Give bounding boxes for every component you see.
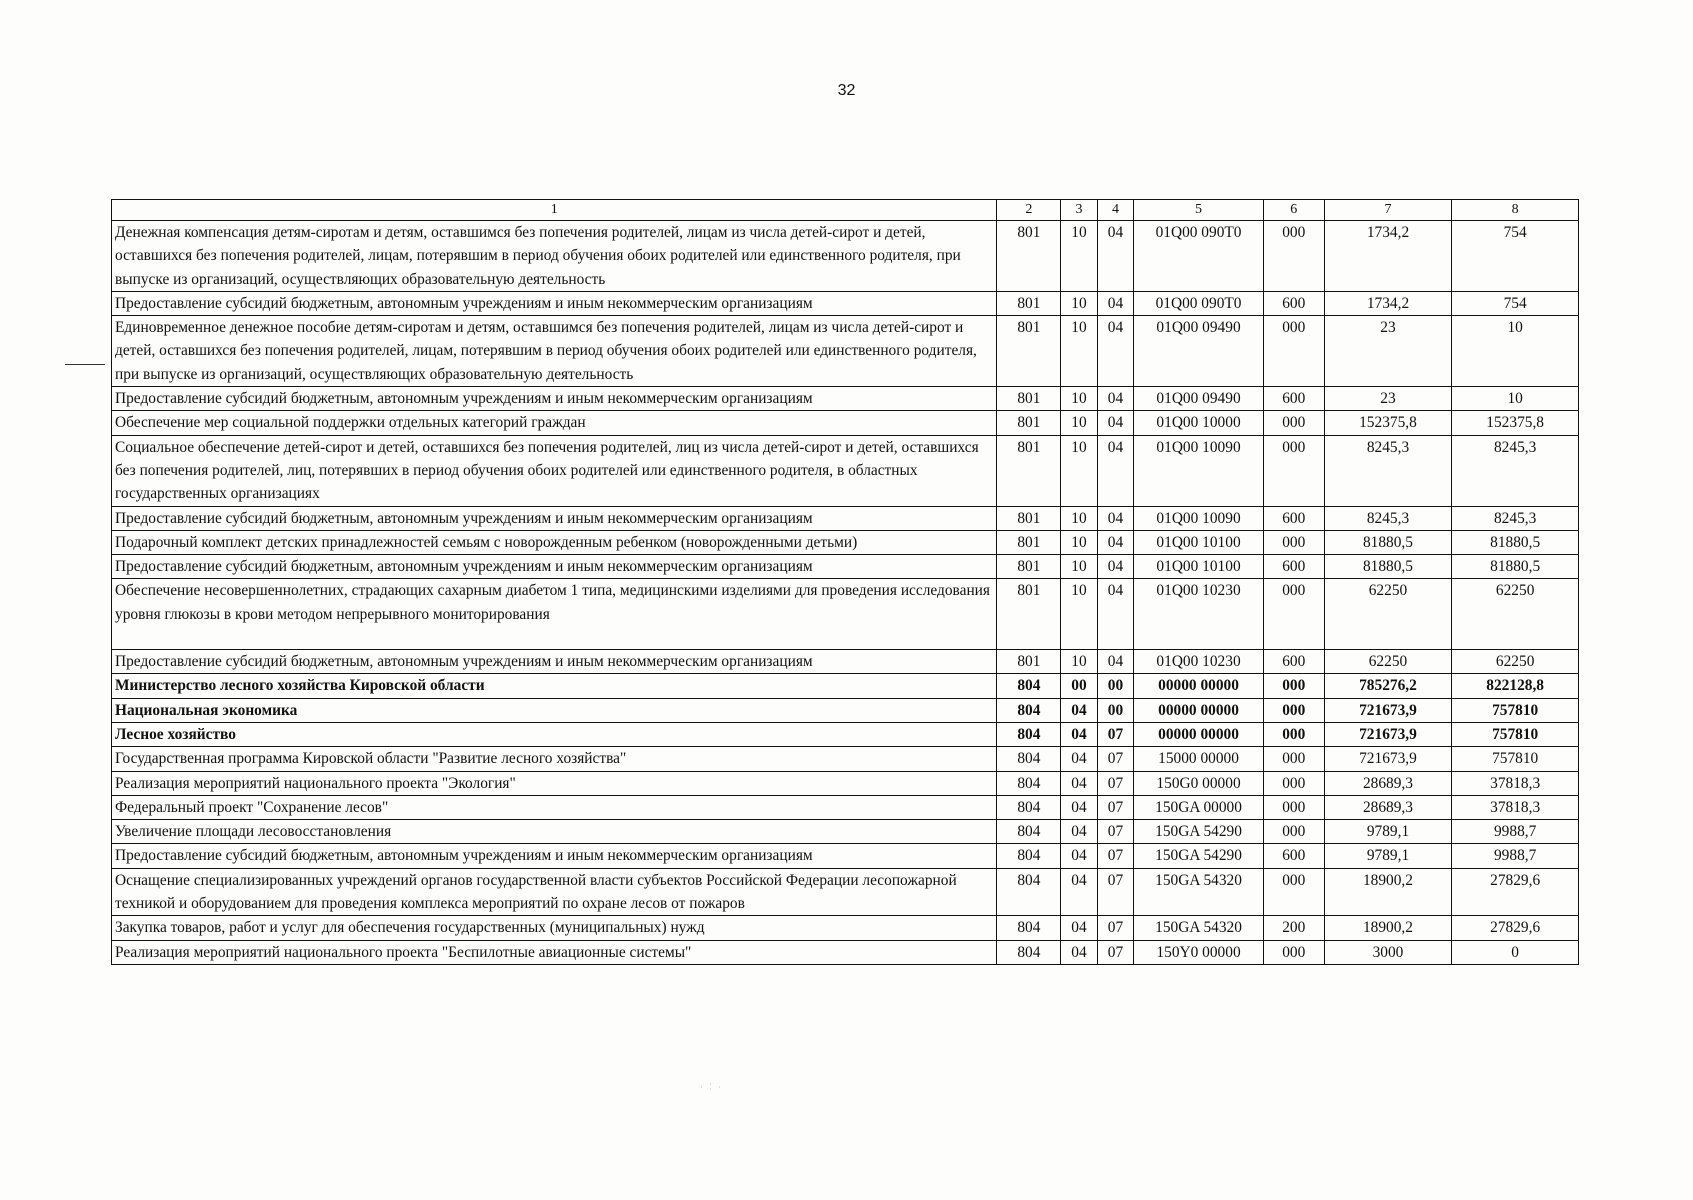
row-amount-year-2: 757810 xyxy=(1452,722,1579,746)
header-col-3: 3 xyxy=(1061,200,1097,221)
row-amount-year-2: 8245,3 xyxy=(1452,506,1579,530)
row-target-article: 01Q00 10230 xyxy=(1134,579,1264,650)
row-expense-type: 600 xyxy=(1263,650,1324,674)
row-name: Предоставление субсидий бюджетным, автономным учреждениям и иным некоммерческим организациям xyxy=(112,650,997,674)
row-amount-year-1: 3000 xyxy=(1324,940,1452,964)
row-subsection: 07 xyxy=(1097,795,1133,819)
row-subsection: 07 xyxy=(1097,844,1133,868)
row-section: 04 xyxy=(1061,747,1097,771)
row-amount-year-2: 62250 xyxy=(1452,579,1579,650)
row-amount-year-1: 81880,5 xyxy=(1324,530,1452,554)
row-amount-year-1: 23 xyxy=(1324,387,1452,411)
row-target-article: 15000 00000 xyxy=(1134,747,1264,771)
row-target-article: 01Q00 10000 xyxy=(1134,411,1264,435)
row-amount-year-2: 37818,3 xyxy=(1452,795,1579,819)
header-col-2: 2 xyxy=(997,200,1061,221)
row-amount-year-1: 28689,3 xyxy=(1324,771,1452,795)
row-section: 10 xyxy=(1061,316,1097,387)
row-admin-code: 804 xyxy=(997,844,1061,868)
row-admin-code: 804 xyxy=(997,940,1061,964)
row-amount-year-2: 757810 xyxy=(1452,747,1579,771)
page-number: 32 xyxy=(837,82,856,99)
row-target-article: 00000 00000 xyxy=(1134,698,1264,722)
row-section: 04 xyxy=(1061,940,1097,964)
row-expense-type: 000 xyxy=(1263,868,1324,916)
row-target-article: 150GA 54290 xyxy=(1134,820,1264,844)
row-expense-type: 000 xyxy=(1263,698,1324,722)
row-expense-type: 000 xyxy=(1263,530,1324,554)
table-row xyxy=(112,940,1579,964)
row-section: 10 xyxy=(1061,506,1097,530)
row-section: 10 xyxy=(1061,387,1097,411)
row-admin-code: 804 xyxy=(997,771,1061,795)
table-row xyxy=(112,868,1579,916)
row-section: 00 xyxy=(1061,674,1097,698)
row-subsection: 07 xyxy=(1097,820,1133,844)
row-admin-code: 801 xyxy=(997,387,1061,411)
row-name: Оснащение специализированных учреждений органов государственной власти субъектов Российской Федерации лесопожарной техникой и оборудованием для проведения комплекса мероприятий по охране лесов от пожаров xyxy=(112,868,997,916)
row-admin-code: 804 xyxy=(997,722,1061,746)
row-amount-year-2: 62250 xyxy=(1452,650,1579,674)
row-expense-type: 000 xyxy=(1263,747,1324,771)
row-name: Предоставление субсидий бюджетным, автономным учреждениям и иным некоммерческим организациям xyxy=(112,844,997,868)
row-expense-type: 000 xyxy=(1263,674,1324,698)
row-amount-year-2: 37818,3 xyxy=(1452,771,1579,795)
table-row xyxy=(112,747,1579,771)
row-admin-code: 801 xyxy=(997,650,1061,674)
row-amount-year-2: 754 xyxy=(1452,291,1579,315)
row-section: 04 xyxy=(1061,722,1097,746)
row-admin-code: 804 xyxy=(997,820,1061,844)
table-row xyxy=(112,698,1579,722)
row-subsection: 07 xyxy=(1097,916,1133,940)
row-target-article: 01Q00 10100 xyxy=(1134,555,1264,579)
row-section: 04 xyxy=(1061,698,1097,722)
row-target-article: 01Q00 10090 xyxy=(1134,506,1264,530)
row-amount-year-2: 757810 xyxy=(1452,698,1579,722)
row-admin-code: 804 xyxy=(997,747,1061,771)
row-target-article: 150GA 54320 xyxy=(1134,868,1264,916)
row-amount-year-1: 721673,9 xyxy=(1324,747,1452,771)
row-expense-type: 000 xyxy=(1263,820,1324,844)
row-name: Реализация мероприятий национального проекта "Экология" xyxy=(112,771,997,795)
row-amount-year-2: 754 xyxy=(1452,221,1579,292)
table-row xyxy=(112,291,1579,315)
row-expense-type: 000 xyxy=(1263,411,1324,435)
row-name: Министерство лесного хозяйства Кировской области xyxy=(112,674,997,698)
header-col-7: 7 xyxy=(1324,200,1452,221)
row-amount-year-2: 0 xyxy=(1452,940,1579,964)
row-subsection: 04 xyxy=(1097,555,1133,579)
row-name: Предоставление субсидий бюджетным, автономным учреждениям и иным некоммерческим организациям xyxy=(112,291,997,315)
row-amount-year-2: 9988,7 xyxy=(1452,844,1579,868)
header-col-8: 8 xyxy=(1452,200,1579,221)
row-subsection: 04 xyxy=(1097,387,1133,411)
margin-mark xyxy=(65,364,105,365)
table-row xyxy=(112,506,1579,530)
table-row xyxy=(112,555,1579,579)
row-expense-type: 000 xyxy=(1263,316,1324,387)
row-expense-type: 600 xyxy=(1263,844,1324,868)
row-admin-code: 801 xyxy=(997,506,1061,530)
row-subsection: 04 xyxy=(1097,579,1133,650)
row-subsection: 07 xyxy=(1097,771,1133,795)
row-admin-code: 801 xyxy=(997,555,1061,579)
row-subsection: 04 xyxy=(1097,221,1133,292)
row-target-article: 150GA 54320 xyxy=(1134,916,1264,940)
row-section: 10 xyxy=(1061,411,1097,435)
row-amount-year-1: 152375,8 xyxy=(1324,411,1452,435)
row-section: 04 xyxy=(1061,771,1097,795)
row-name: Закупка товаров, работ и услуг для обеспечения государственных (муниципальных) нужд xyxy=(112,916,997,940)
row-name: Единовременное денежное пособие детям-сиротам и детям, оставшимся без попечения родителей, лицам из числа детей-сирот и детей, оставшихся без попечения родителей, лицам, потерявшим в период обучения обоих родителей или единственного родителя, при выпуске из организаций, осуществляющих образовательную деятельность xyxy=(112,316,997,387)
row-target-article: 01Q00 09490 xyxy=(1134,387,1264,411)
row-admin-code: 801 xyxy=(997,221,1061,292)
row-amount-year-1: 1734,2 xyxy=(1324,291,1452,315)
table-row xyxy=(112,387,1579,411)
row-section: 10 xyxy=(1061,291,1097,315)
table-row xyxy=(112,916,1579,940)
row-subsection: 04 xyxy=(1097,506,1133,530)
row-expense-type: 000 xyxy=(1263,940,1324,964)
row-name: Реализация мероприятий национального проекта "Беспилотные авиационные системы" xyxy=(112,940,997,964)
header-col-6: 6 xyxy=(1263,200,1324,221)
row-admin-code: 804 xyxy=(997,698,1061,722)
row-name: Обеспечение несовершеннолетних, страдающих сахарным диабетом 1 типа, медицинскими изделиями для проведения исследования уровня глюкозы в крови методом непрерывного мониторирования xyxy=(112,579,997,650)
row-target-article: 01Q00 090T0 xyxy=(1134,221,1264,292)
row-subsection: 07 xyxy=(1097,868,1133,916)
table-row xyxy=(112,795,1579,819)
header-col-1: 1 xyxy=(112,200,997,221)
table-row xyxy=(112,650,1579,674)
row-admin-code: 801 xyxy=(997,291,1061,315)
row-admin-code: 804 xyxy=(997,674,1061,698)
row-expense-type: 600 xyxy=(1263,387,1324,411)
row-subsection: 07 xyxy=(1097,940,1133,964)
row-name: Подарочный комплект детских принадлежностей семьям с новорожденным ребенком (новорожденными детьми) xyxy=(112,530,997,554)
row-amount-year-1: 785276,2 xyxy=(1324,674,1452,698)
header-col-5: 5 xyxy=(1134,200,1264,221)
row-admin-code: 804 xyxy=(997,868,1061,916)
row-amount-year-1: 23 xyxy=(1324,316,1452,387)
row-amount-year-1: 1734,2 xyxy=(1324,221,1452,292)
row-admin-code: 801 xyxy=(997,411,1061,435)
row-amount-year-1: 8245,3 xyxy=(1324,506,1452,530)
row-amount-year-1: 18900,2 xyxy=(1324,916,1452,940)
table-row xyxy=(112,674,1579,698)
row-section: 04 xyxy=(1061,795,1097,819)
row-section: 10 xyxy=(1061,650,1097,674)
scan-noise: ·︰· xyxy=(700,1082,724,1092)
row-amount-year-2: 81880,5 xyxy=(1452,555,1579,579)
row-subsection: 04 xyxy=(1097,411,1133,435)
row-amount-year-2: 81880,5 xyxy=(1452,530,1579,554)
row-amount-year-2: 27829,6 xyxy=(1452,868,1579,916)
row-target-article: 01Q00 09490 xyxy=(1134,316,1264,387)
row-amount-year-2: 10 xyxy=(1452,387,1579,411)
row-expense-type: 000 xyxy=(1263,221,1324,292)
table-body xyxy=(112,221,1579,965)
row-amount-year-1: 9789,1 xyxy=(1324,844,1452,868)
header-col-4: 4 xyxy=(1097,200,1133,221)
row-amount-year-1: 28689,3 xyxy=(1324,795,1452,819)
row-amount-year-2: 9988,7 xyxy=(1452,820,1579,844)
row-amount-year-2: 27829,6 xyxy=(1452,916,1579,940)
row-name: Денежная компенсация детям-сиротам и детям, оставшимся без попечения родителей, лицам из числа детей-сирот и детей, оставшихся без попечения родителей, лицам, потерявшим в период обучения обоих родителей или единственного родителя, при выпуске из организаций, осуществляющих образовательную деятельность xyxy=(112,221,997,292)
row-target-article: 150GA 00000 xyxy=(1134,795,1264,819)
row-section: 10 xyxy=(1061,555,1097,579)
row-amount-year-2: 10 xyxy=(1452,316,1579,387)
row-subsection: 04 xyxy=(1097,435,1133,506)
table-row xyxy=(112,530,1579,554)
row-target-article: 01Q00 10230 xyxy=(1134,650,1264,674)
row-amount-year-1: 62250 xyxy=(1324,650,1452,674)
row-expense-type: 600 xyxy=(1263,506,1324,530)
row-expense-type: 000 xyxy=(1263,795,1324,819)
row-amount-year-2: 822128,8 xyxy=(1452,674,1579,698)
row-admin-code: 801 xyxy=(997,316,1061,387)
row-target-article: 01Q00 090T0 xyxy=(1134,291,1264,315)
row-subsection: 04 xyxy=(1097,650,1133,674)
row-name: Предоставление субсидий бюджетным, автономным учреждениям и иным некоммерческим организациям xyxy=(112,506,997,530)
row-admin-code: 801 xyxy=(997,530,1061,554)
row-target-article: 00000 00000 xyxy=(1134,674,1264,698)
table-row xyxy=(112,844,1579,868)
row-expense-type: 600 xyxy=(1263,555,1324,579)
row-target-article: 01Q00 10090 xyxy=(1134,435,1264,506)
table-row xyxy=(112,771,1579,795)
row-name: Предоставление субсидий бюджетным, автономным учреждениям и иным некоммерческим организациям xyxy=(112,387,997,411)
row-amount-year-2: 152375,8 xyxy=(1452,411,1579,435)
table-row xyxy=(112,411,1579,435)
row-amount-year-1: 8245,3 xyxy=(1324,435,1452,506)
row-section: 04 xyxy=(1061,844,1097,868)
row-name: Лесное хозяйство xyxy=(112,722,997,746)
row-admin-code: 804 xyxy=(997,916,1061,940)
row-expense-type: 000 xyxy=(1263,771,1324,795)
row-admin-code: 801 xyxy=(997,579,1061,650)
row-subsection: 07 xyxy=(1097,747,1133,771)
table-row xyxy=(112,435,1579,506)
row-admin-code: 801 xyxy=(997,435,1061,506)
row-amount-year-1: 81880,5 xyxy=(1324,555,1452,579)
table-row xyxy=(112,221,1579,292)
budget-table xyxy=(111,199,1579,965)
row-name: Обеспечение мер социальной поддержки отдельных категорий граждан xyxy=(112,411,997,435)
row-amount-year-1: 721673,9 xyxy=(1324,722,1452,746)
row-expense-type: 000 xyxy=(1263,435,1324,506)
row-target-article: 00000 00000 xyxy=(1134,722,1264,746)
row-expense-type: 000 xyxy=(1263,722,1324,746)
table-row xyxy=(112,579,1579,650)
row-subsection: 07 xyxy=(1097,722,1133,746)
row-amount-year-1: 62250 xyxy=(1324,579,1452,650)
row-section: 10 xyxy=(1061,435,1097,506)
table-row xyxy=(112,316,1579,387)
row-section: 10 xyxy=(1061,530,1097,554)
row-section: 10 xyxy=(1061,221,1097,292)
row-subsection: 04 xyxy=(1097,530,1133,554)
row-subsection: 04 xyxy=(1097,291,1133,315)
row-name: Федеральный проект "Сохранение лесов" xyxy=(112,795,997,819)
row-name: Национальная экономика xyxy=(112,698,997,722)
row-section: 04 xyxy=(1061,820,1097,844)
row-amount-year-1: 721673,9 xyxy=(1324,698,1452,722)
row-admin-code: 804 xyxy=(997,795,1061,819)
row-target-article: 01Q00 10100 xyxy=(1134,530,1264,554)
table-row xyxy=(112,722,1579,746)
row-amount-year-1: 9789,1 xyxy=(1324,820,1452,844)
row-section: 10 xyxy=(1061,579,1097,650)
row-target-article: 150Y0 00000 xyxy=(1134,940,1264,964)
row-expense-type: 200 xyxy=(1263,916,1324,940)
row-name: Увеличение площади лесовосстановления xyxy=(112,820,997,844)
row-expense-type: 000 xyxy=(1263,579,1324,650)
row-target-article: 150GA 54290 xyxy=(1134,844,1264,868)
row-subsection: 00 xyxy=(1097,674,1133,698)
table-row xyxy=(112,820,1579,844)
row-subsection: 00 xyxy=(1097,698,1133,722)
row-target-article: 150G0 00000 xyxy=(1134,771,1264,795)
row-subsection: 04 xyxy=(1097,316,1133,387)
row-name: Государственная программа Кировской области "Развитие лесного хозяйства" xyxy=(112,747,997,771)
row-name: Предоставление субсидий бюджетным, автономным учреждениям и иным некоммерческим организациям xyxy=(112,555,997,579)
row-amount-year-1: 18900,2 xyxy=(1324,868,1452,916)
row-amount-year-2: 8245,3 xyxy=(1452,435,1579,506)
row-section: 04 xyxy=(1061,868,1097,916)
row-section: 04 xyxy=(1061,916,1097,940)
row-name: Социальное обеспечение детей-сирот и детей, оставшихся без попечения родителей, лиц из числа детей-сирот и детей, оставшихся без попечения родителей, лиц, потерявших в период обучения обоих родителей или единственного родителя, в областных государственных организациях xyxy=(112,435,997,506)
row-expense-type: 600 xyxy=(1263,291,1324,315)
table-header-row xyxy=(112,200,1579,221)
